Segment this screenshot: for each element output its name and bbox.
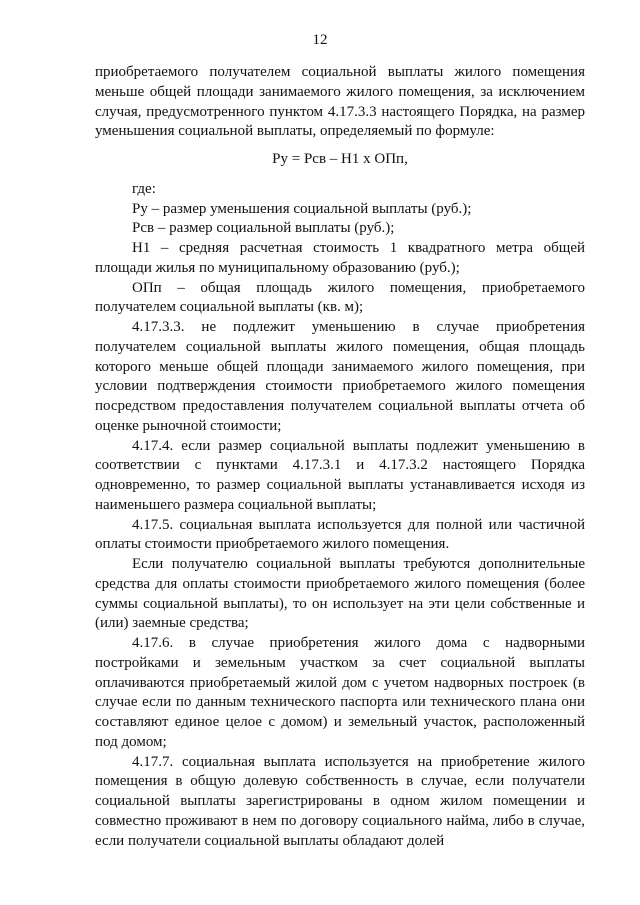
clause-4-17-5: 4.17.5. социальная выплата используется для полной или частичной оплаты стоимости приобретаемого жилого помещения. (95, 516, 585, 553)
paragraph-continuation: приобретаемого получателем социальной выплаты жилого помещения меньше общей площади занимаемого жилого помещения, за исключением случая, предусмотренного пунктом 4.17.3.3 настоящего Порядка, на размер уменьшения социальной выплаты, определяемый по формуле: (95, 64, 585, 140)
paragraph-additional-funds: Если получателю социальной выплаты требуются дополнительные средства для оплаты стоимости приобретаемого жилого помещения (более суммы социальной выплаты), то он использует на эти цели собственные и (или) заемные средства; (95, 556, 585, 632)
definition-rsv: Рсв – размер социальной выплаты (руб.); (132, 220, 395, 237)
formula: Ру = Рсв – Н1 х ОПп, (272, 151, 408, 167)
clause-4-17-6: 4.17.6. в случае приобретения жилого дома с надворными постройками и земельным участком за счет социальной выплаты оплачиваются приобретаемый жилой дом с учетом надворных построек (в случае если по данным технического паспорта или технического плана они составляют единое целое с домом) и земельный участок, расположенный под домом; (95, 635, 585, 750)
body-text (95, 63, 585, 851)
clause-4-17-4: 4.17.4. если размер социальной выплаты подлежит уменьшению в соответствии с пунктами 4.17.3.1 и 4.17.3.2 настоящего Порядка одновременно, то размер социальной выплаты устанавливается исходя из наименьшего размера социальной выплаты; (95, 437, 585, 513)
clause-4-17-3-3: 4.17.3.3. не подлежит уменьшению в случае приобретения получателем социальной выплаты жилого помещения, общая площадь которого меньше общей площади занимаемого жилого помещения, при условии подтверждения стоимости приобретаемого жилого помещения посредством предоставления получателем социальной выплаты отчета об оценке рыночной стоимости; (95, 319, 585, 434)
definition-opp: ОПп – общая площадь жилого помещения, приобретаемого получателем социальной выплаты (кв. м); (95, 279, 585, 316)
page-number: 12 (312, 32, 328, 48)
clause-4-17-7: 4.17.7. социальная выплата используется на приобретение жилого помещения в общую долевую собственность в случае, если получатели социальной выплаты зарегистрированы в одном жилом помещении и совместно проживают в нем по договору социального найма, либо в случае, если получатели социальной выплаты обладают долей (95, 753, 585, 849)
definition-ru: Ру – размер уменьшения социальной выплаты (руб.); (132, 200, 472, 217)
definition-n1: Н1 – средняя расчетная стоимость 1 квадратного метра общей площади жилья по муниципальному образованию (руб.); (95, 240, 585, 276)
paragraph-where: где: (132, 180, 156, 197)
